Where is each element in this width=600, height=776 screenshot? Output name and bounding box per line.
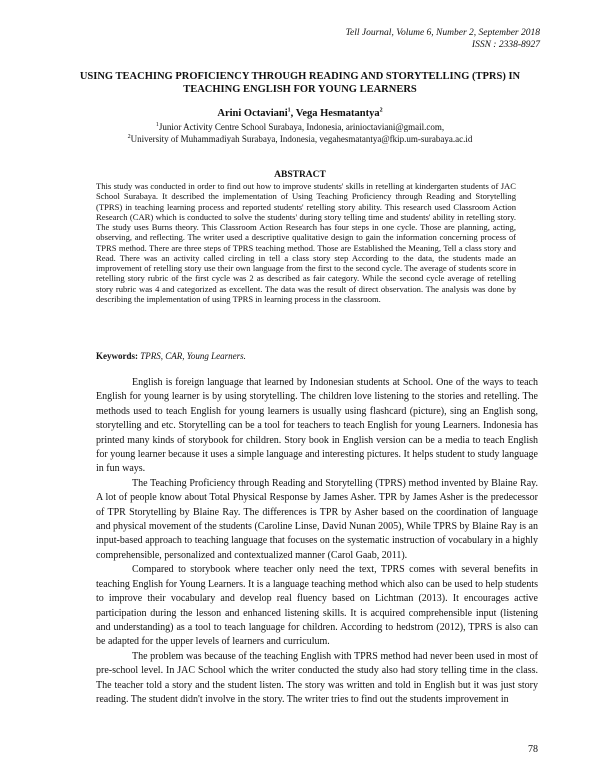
keywords: [96, 351, 516, 361]
journal-citation: Tell Journal, Volume 6, Number 2, September 2018: [345, 28, 540, 38]
abstract-text: This study was conducted in order to find out how to improve students' skills in retelling at kindergarten students of JAC School Surabaya. It described the implementation of Using Teaching Proficiency through Reading and Storytelling (TPRS) in teaching learning process and reported students' retelling story ability. This research used Classroom Action Research (CAR) which is conducted to solve the students' during story telling time and students' ability in retelling story. The study uses Burns theory. This Classroom Action Research has four steps in one cycle. Those are planning, acting, observing, and reflecting. The writer used a descriptive qualitative design to gain the information concerning process of TPRS method. There are three steps of TPRS teaching method. Those are Established the Meaning, Tell a class story and Read. There was an activity called circling in tell a class story step According to the data, the students made an improvement of retelling story use their own language from the first to the second cycle. The average of students score in retelling story rubric of the first cycle was 2 as described as fair category. While the second cycle average of retelling story rubric was 4 and categorized as excellent. The data was the result of direct observation. The analysis was done by describing the implementation of using TPRS in learning process in the classroom.: [96, 181, 516, 304]
body-text: [96, 376, 538, 707]
page-number: 78: [528, 744, 538, 755]
paper-title: USING TEACHING PROFICIENCY THROUGH READING AND STORYTELLING (TPRS) IN TEACHING ENGLISH FOR YOUNG LEARNERS: [79, 71, 521, 95]
affiliations: [0, 122, 600, 145]
affiliation-2-text: University of Muhammadiyah Surabaya, Indonesia, vegahesmatantya@fkip.um-surabaya.ac.id: [130, 133, 473, 144]
affiliation-2: [0, 134, 600, 146]
paragraph: English is foreign language that learned by Indonesian students at School. One of the ways to teach English for young learner is by using storytelling. The children love listening to the stories and retelling. The methods used to teach English for young learners is usually using flashcard (picture), sing an English song, storytelling and etc. Storytelling can be a tool for teachers to teach English for young Learners. Indonesia has printed many kinds of storybook for children. Story book in English version can be a media to teach English for young learner because it uses a simple language and interesting pictures. It helps student to study language in fun ways.: [96, 377, 538, 475]
affiliation-2-marker: 2: [127, 133, 131, 140]
journal-header: [346, 28, 540, 51]
author-1: Arini Octaviani: [217, 108, 288, 119]
author-separator: ,: [290, 108, 296, 119]
author-2-marker: 2: [379, 107, 383, 114]
author-2: Vega Hesmatantya: [295, 108, 380, 119]
paragraph: Compared to storybook where teacher only need the text, TPRS comes with several benefits in teaching English for Young Learners. It is a language teaching method which also can be used to help students to improve their vocabulary and develop real fluency based on Lichtman (2013). It encourages active participation during the lesson and enhanced listening skills. It is acquired comprehensible input (listening and understanding) as a tool to teach language for children. According to hedstrom (2012), TPRS is also can be adapted for the upper levels of learners and curriculum.: [96, 564, 538, 648]
author-1-marker: 1: [287, 107, 291, 114]
paragraph: The Teaching Proficiency through Reading and Storytelling (TPRS) method invented by Blaine Ray. A lot of people know about Total Physical Response by James Asher. TPR by James Asher is the predecessor of TPR Storytelling by Blaine Ray. The differences is TPR by Asher based on the coordination of language and physical movement of the students (Caroline Linse, David Nunan 2005), While TPRS by Blaine Ray is an input-based approach to teaching language that focuses on the systematic instruction of vocabulary in a highly comprehensible, personalized and contextualized manner (Carol Gaab, 2011).: [96, 477, 538, 561]
abstract-heading: ABSTRACT: [274, 170, 326, 180]
affiliation-1-text: Junior Activity Centre School Surabaya, Indonesia, arinioctaviani@gmail.com,: [158, 122, 445, 132]
author-line: [0, 108, 600, 119]
keywords-values: TPRS, CAR, Young Learners.: [140, 351, 246, 361]
paragraph: The problem was because of the teaching English with TPRS method had never been used in most of pre-school level. In JAC School which the writer conducted the study also had story telling time in the class. The teacher told a story and the student listen. The story was written and told in English but it was just story reading. The student didn't involve in the story. The writer tries to find out the students improvement in: [96, 650, 538, 705]
affiliation-1: [0, 122, 600, 134]
affiliation-1-marker: 1: [155, 122, 159, 128]
journal-issn: ISSN : 2338-8927: [471, 39, 540, 50]
keywords-label: Keywords:: [96, 351, 138, 361]
